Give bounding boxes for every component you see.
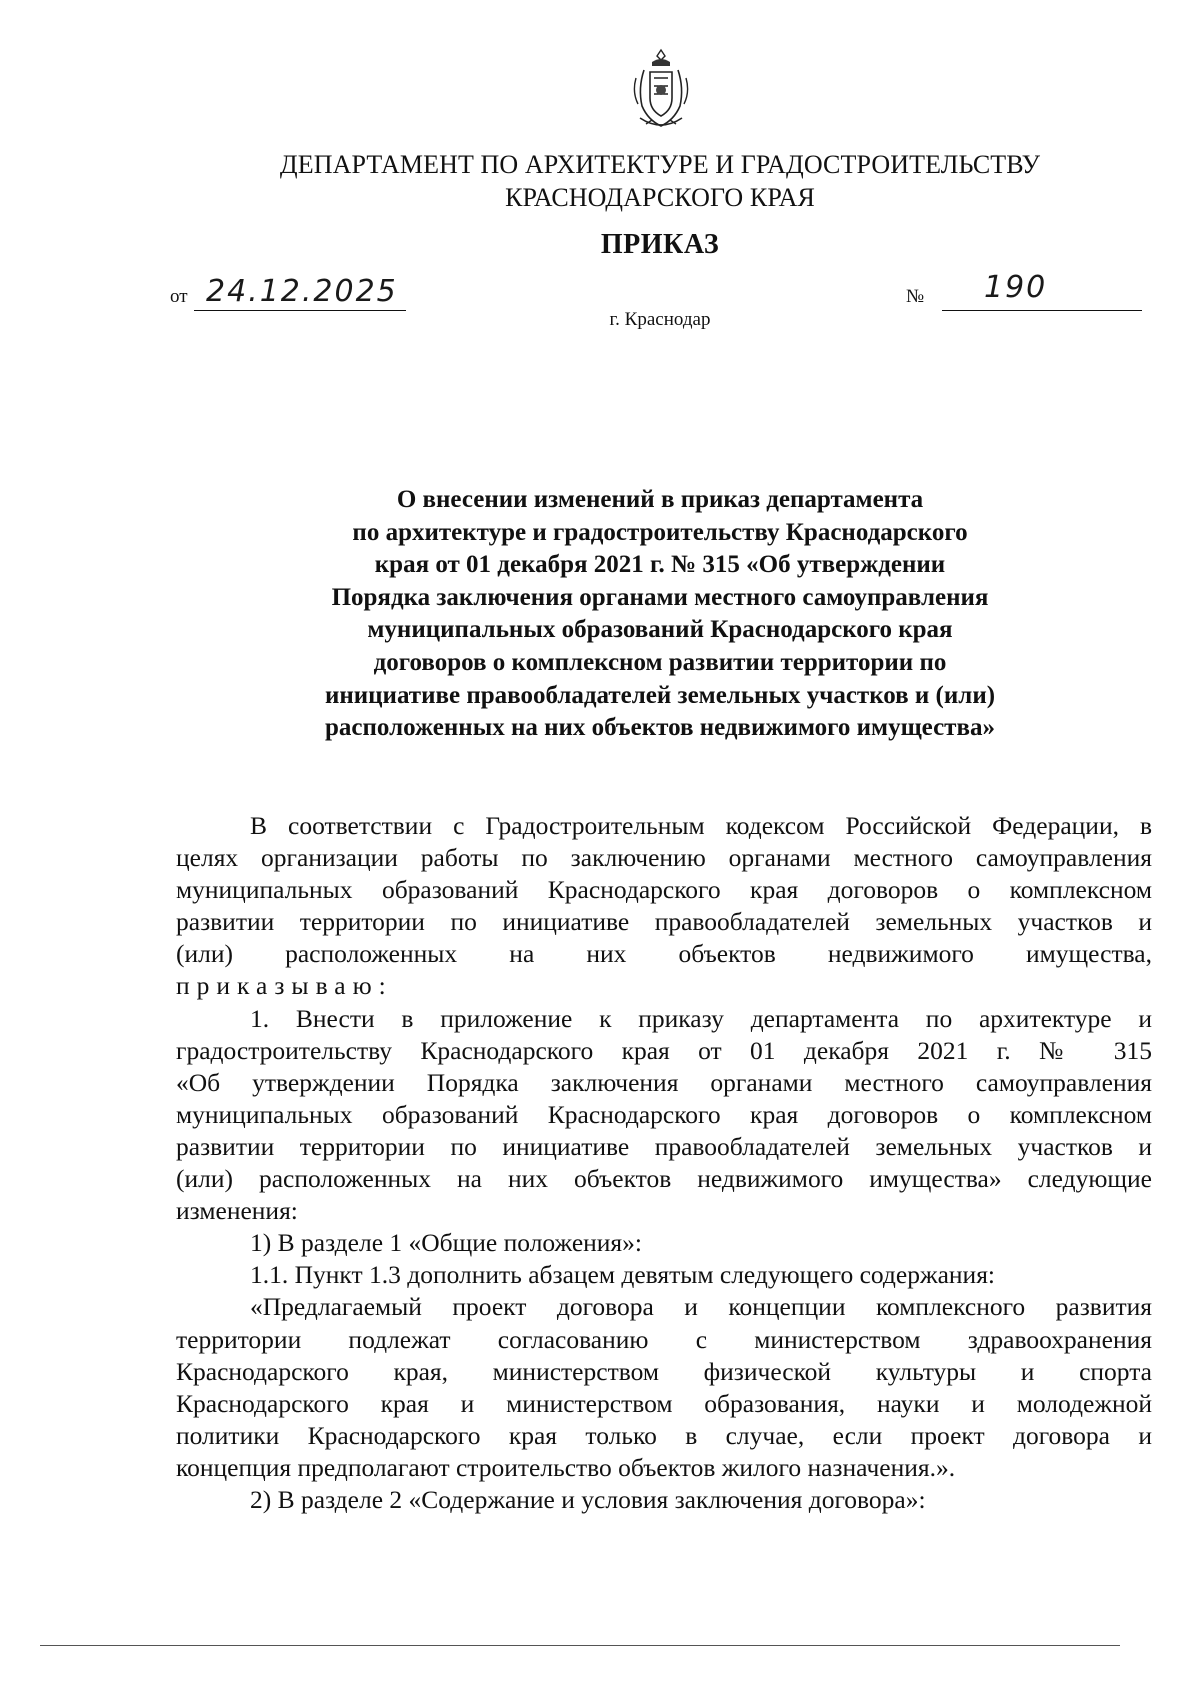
- body-line: Краснодарского края и министерством образования, науки и молодежной: [176, 1388, 1152, 1418]
- body-line: 1. Внести в приложение к приказу департамента по архитектуре и: [250, 1003, 1152, 1033]
- body-line: муниципальных образований Краснодарского края договоров о комплексном: [176, 1099, 1152, 1129]
- title-line: края от 01 декабря 2021 г. № 315 «Об утверждении: [374, 551, 946, 579]
- body-line: (или) расположенных на них объектов недвижимого имущества,: [176, 939, 1152, 969]
- body-line: концепция предполагают строительство объектов жилого назначения.».: [176, 1452, 956, 1482]
- body-line: территории подлежат согласованию с министерством здравоохранения: [176, 1324, 1152, 1354]
- body-line: В соответствии с Градостроительным кодексом Российской Федерации, в: [250, 811, 1152, 840]
- krasnodar-coat-of-arms-icon: [630, 48, 692, 132]
- body-line: муниципальных образований Краснодарского края договоров о комплексном: [176, 875, 1152, 905]
- body-line: «Предлагаемый проект договора и концепции комплексного развития: [250, 1292, 1152, 1322]
- number-prefix: №: [906, 286, 925, 307]
- order-date: [170, 270, 440, 310]
- body-line: градостроительству Краснодарского края от 01 декабря 2021 г. № 315: [176, 1035, 1152, 1065]
- title-line: расположенных на них объектов недвижимого имущества»: [325, 714, 995, 742]
- title-line: Порядка заключения органами местного самоуправления: [331, 583, 989, 611]
- title-line: муниципальных образований Краснодарского края: [367, 616, 953, 644]
- title-line: по архитектуре и градостроительству Краснодарского: [352, 518, 968, 546]
- department-name: [0, 148, 1200, 214]
- body-line-orders: приказываю:: [176, 971, 393, 1001]
- handwritten-number: 190: [984, 270, 1048, 305]
- body-line: 1) В разделе 1 «Общие положения»:: [250, 1228, 642, 1258]
- body-line: целях организации работы по заключению органами местного самоуправления: [176, 843, 1152, 873]
- order-title: [170, 484, 1150, 745]
- body-line: Краснодарского края, министерством физической культуры и спорта: [176, 1356, 1152, 1386]
- order-heading: ПРИКАЗ: [600, 229, 720, 260]
- body-line: (или) расположенных на них объектов недвижимого имущества» следующие: [176, 1164, 1152, 1194]
- title-line: О внесении изменений в приказ департамента: [396, 486, 924, 513]
- body-line: 1.1. Пункт 1.3 дополнить абзацем девятым следующего содержания:: [250, 1260, 996, 1290]
- department-line-2: КРАСНОДАРСКОГО КРАЯ: [505, 183, 815, 212]
- body-line: развитии территории по инициативе правообладателей земельных участков и: [176, 1131, 1152, 1161]
- title-line: договоров о комплексном развитии территории по: [373, 648, 947, 676]
- date-prefix: от: [170, 286, 188, 307]
- title-line: инициативе правообладателей земельных участков и (или): [324, 681, 996, 709]
- body-line: политики Краснодарского края только в случае, если проект договора и: [176, 1420, 1152, 1450]
- order-number: [906, 270, 1156, 310]
- body-line: изменения:: [176, 1196, 298, 1226]
- department-line-1: ДЕПАРТАМЕНТ ПО АРХИТЕКТУРЕ И ГРАДОСТРОИТЕЛЬСТВУ: [279, 150, 1041, 179]
- body-line: «Об утверждении Порядка заключения органами местного самоуправления: [176, 1067, 1152, 1097]
- body-line: 2) В разделе 2 «Содержание и условия заключения договора»:: [250, 1484, 926, 1514]
- handwritten-date: 24.12.2025: [206, 274, 398, 309]
- city: г. Краснодар: [609, 309, 711, 330]
- body-line: развитии территории по инициативе правообладателей земельных участков и: [176, 907, 1152, 937]
- order-body: [176, 810, 1152, 1516]
- footer-rule: [40, 1645, 1120, 1646]
